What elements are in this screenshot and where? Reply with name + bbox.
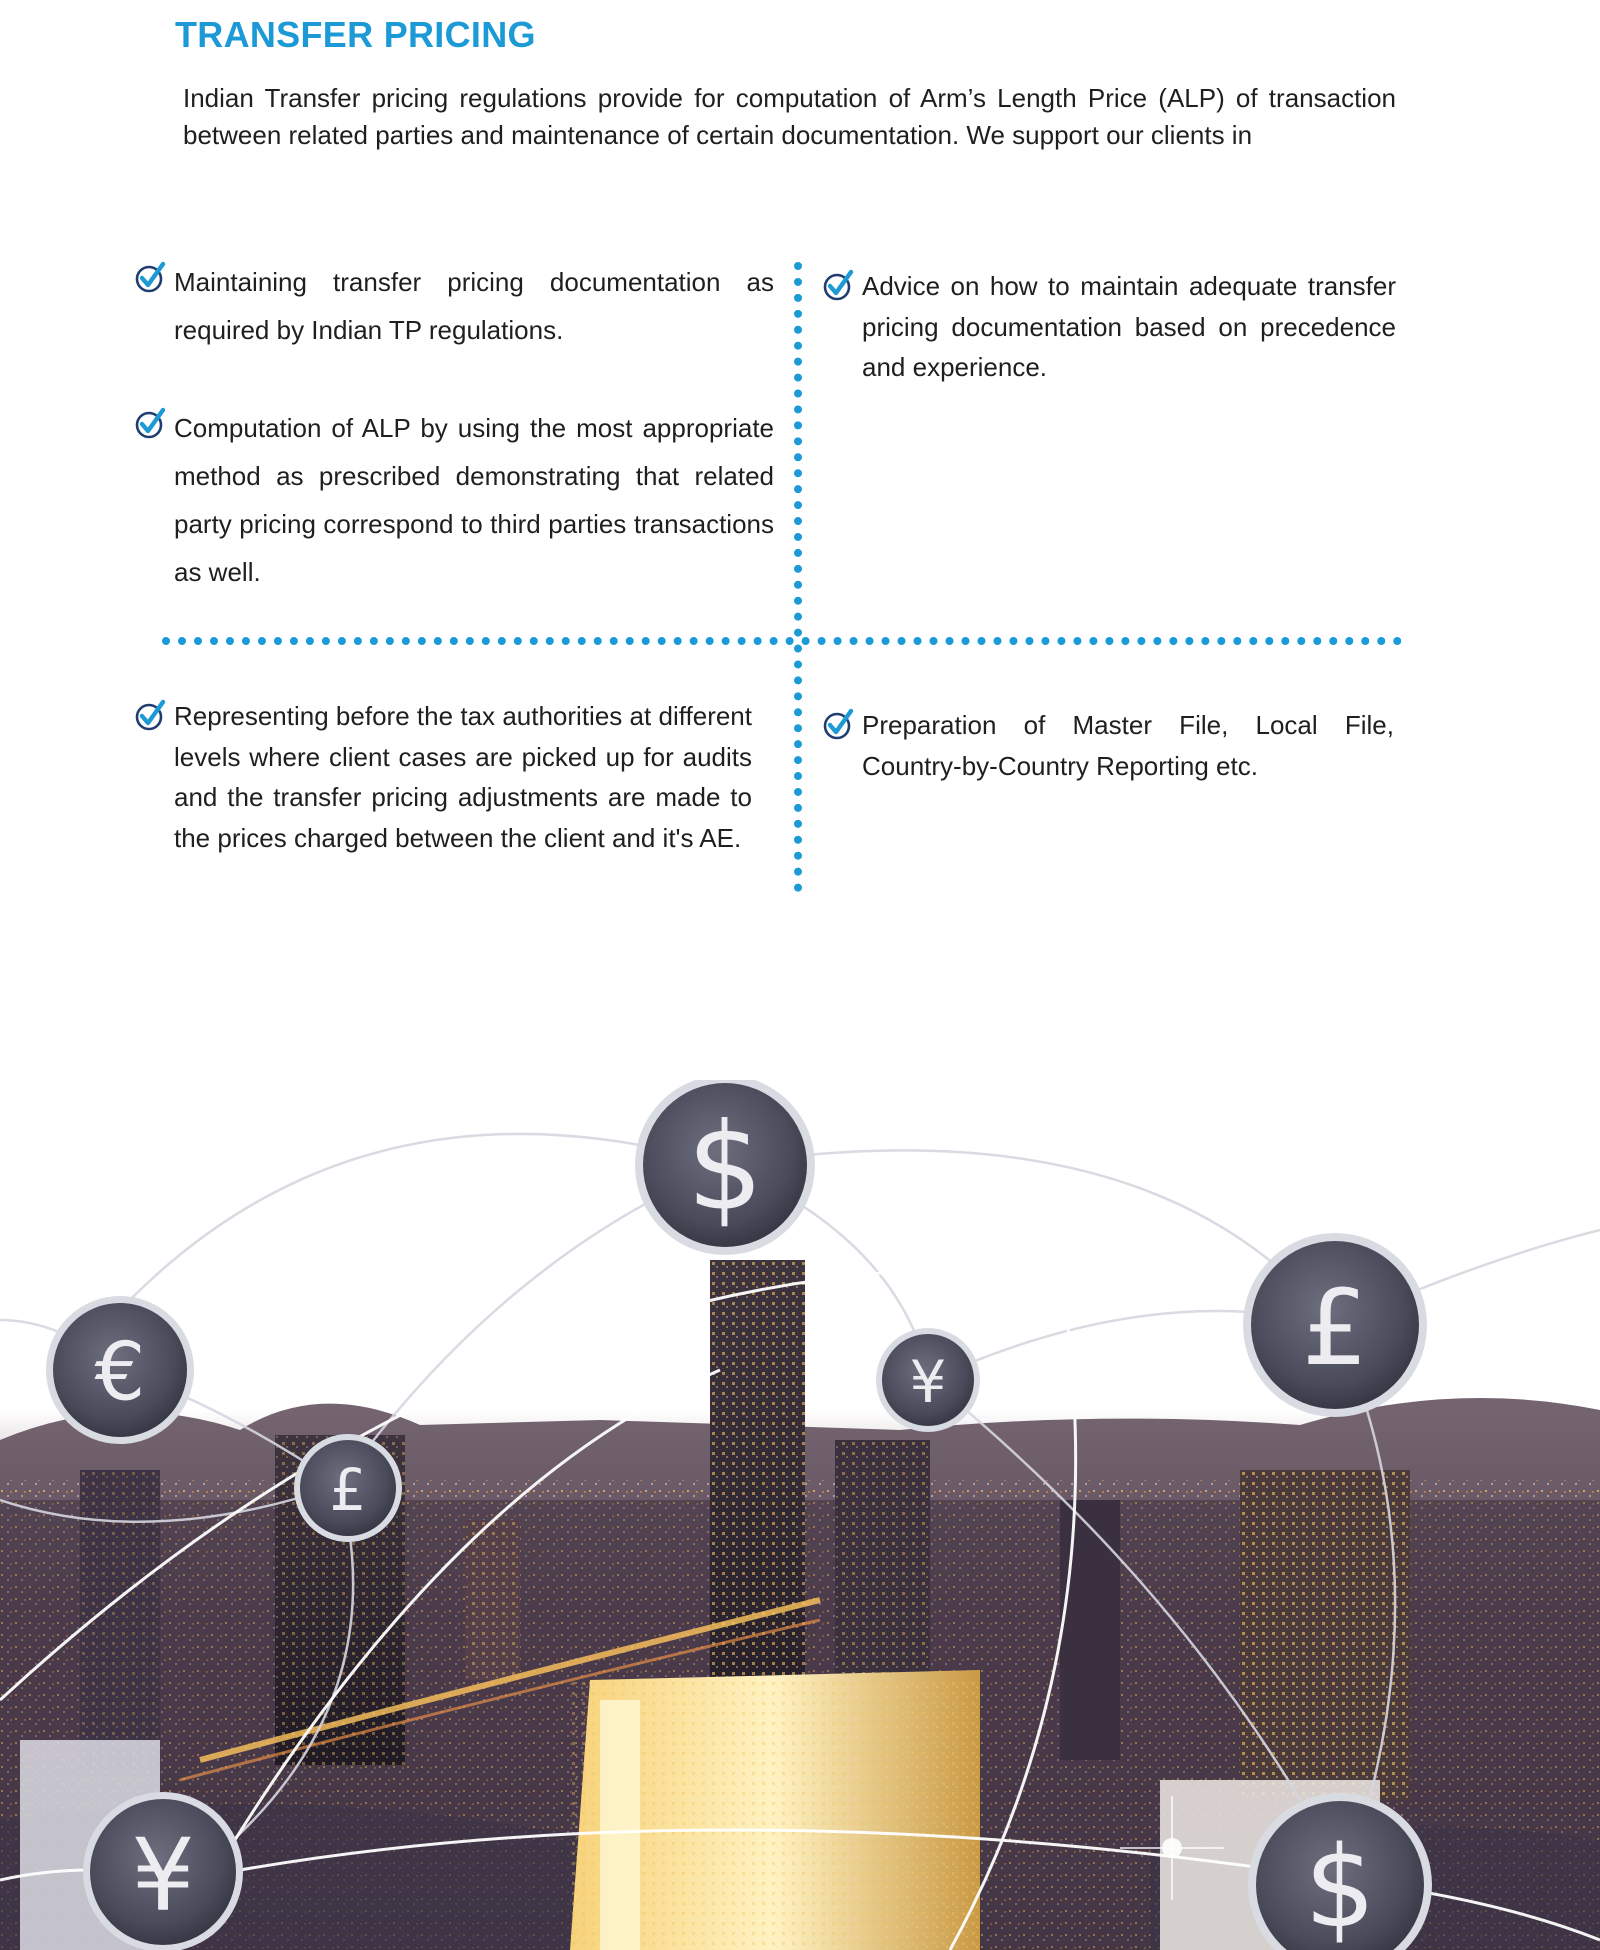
svg-text:$: $ bbox=[1304, 1823, 1376, 1950]
service-item-master-file bbox=[822, 705, 1394, 786]
service-item-alp-computation bbox=[134, 404, 774, 596]
svg-text:£: £ bbox=[329, 1456, 367, 1524]
svg-text:¥: ¥ bbox=[909, 1348, 947, 1416]
city-currency-illustration bbox=[0, 1080, 1600, 1950]
service-text: Representing before the tax authorities at different levels where client cases are picked up for audits and the transfer pricing adjustments are made to the prices charged between the client and it's AE. bbox=[174, 701, 752, 853]
city-skyline-image bbox=[0, 1080, 1600, 1950]
svg-text:€: € bbox=[94, 1325, 146, 1419]
service-text: Maintaining transfer pricing documentation as required by Indian TP regulations. bbox=[174, 267, 774, 345]
yen-coin-icon bbox=[83, 1792, 243, 1950]
intro-paragraph: Indian Transfer pricing regulations provide for computation of Arm’s Length Price (ALP) of transaction between related parties and maintenance of certain documentation. We support our clients in bbox=[183, 83, 1396, 150]
service-item-tp-documentation bbox=[134, 258, 774, 354]
euro-coin-icon bbox=[46, 1296, 194, 1444]
vertical-divider bbox=[794, 262, 802, 892]
checkmark-icon bbox=[134, 260, 168, 294]
service-item-documentation-advice bbox=[822, 266, 1396, 388]
checkmark-icon bbox=[134, 698, 168, 732]
service-text: Computation of ALP by using the most appropriate method as prescribed demonstrating that related party pricing correspond to third parties transactions as well. bbox=[174, 413, 774, 587]
svg-text:£: £ bbox=[1301, 1267, 1369, 1389]
checkmark-icon bbox=[134, 406, 168, 440]
yen-coin-icon bbox=[876, 1328, 980, 1432]
service-text: Advice on how to maintain adequate transfer pricing documentation based on precedence and experience. bbox=[862, 271, 1396, 382]
page-title: TRANSFER PRICING bbox=[175, 14, 536, 55]
service-text: Preparation of Master File, Local File, Country-by-Country Reporting etc. bbox=[862, 710, 1394, 781]
svg-text:¥: ¥ bbox=[131, 1816, 195, 1934]
checkmark-icon bbox=[822, 707, 856, 741]
service-item-tax-representation bbox=[134, 696, 752, 858]
checkmark-icon bbox=[822, 268, 856, 302]
horizontal-divider bbox=[162, 637, 1402, 645]
pound-coin-icon bbox=[1243, 1233, 1427, 1417]
pound-coin-icon bbox=[294, 1434, 402, 1542]
svg-text:$: $ bbox=[686, 1098, 764, 1238]
dollar-coin-icon bbox=[635, 1080, 815, 1255]
